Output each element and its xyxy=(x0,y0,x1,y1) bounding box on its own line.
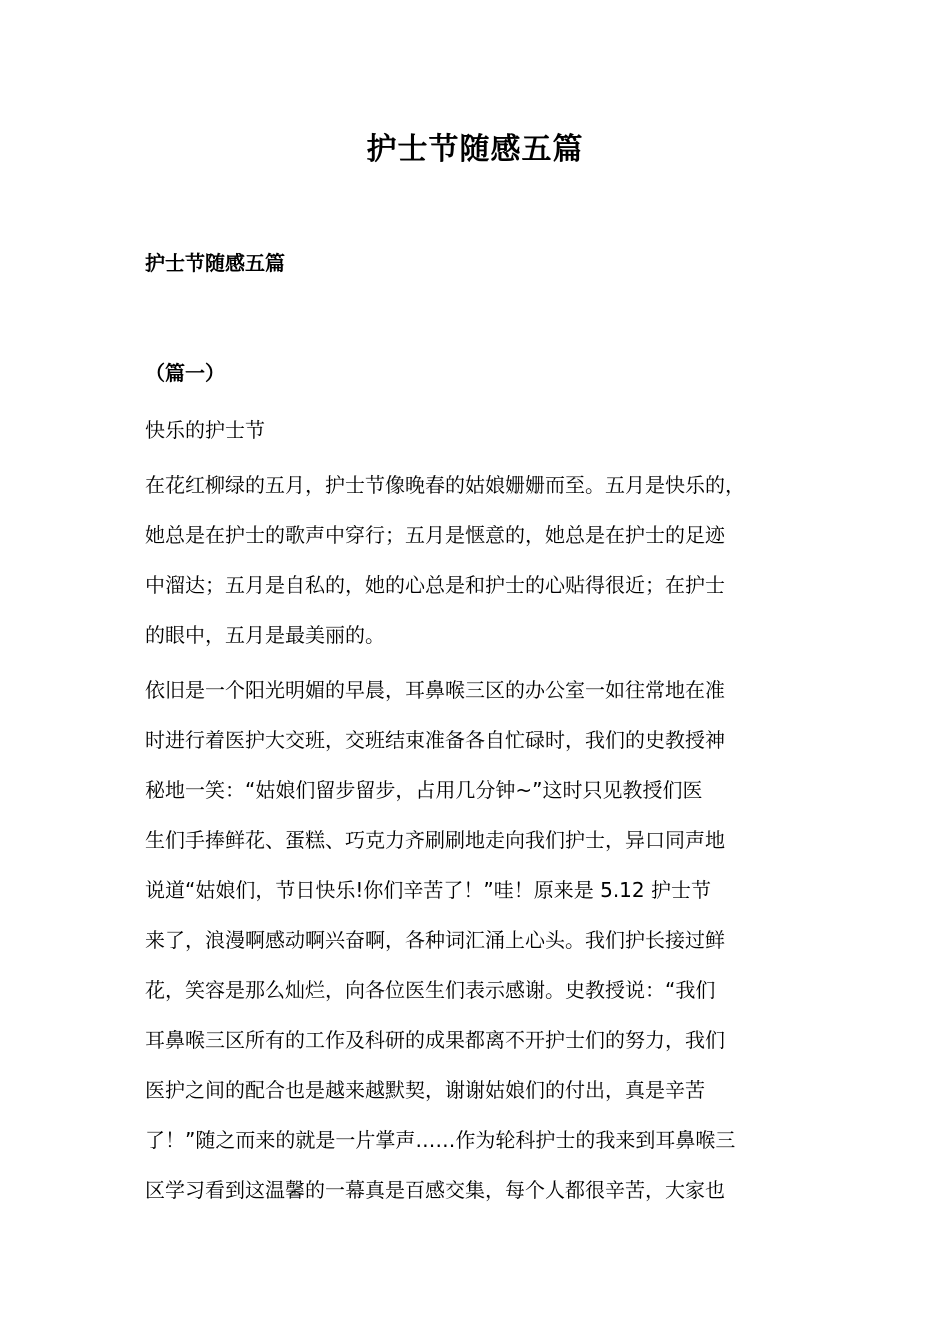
paragraph-line: 依旧是一个阳光明媚的早晨，耳鼻喉三区的办公室一如往常地在准 xyxy=(145,678,725,702)
paragraph-line: 区学习看到这温馨的一幕真是百感交集，每个人都很辛苦，大家也 xyxy=(145,1178,725,1202)
section-label: （篇一） xyxy=(145,361,225,385)
document-title: 护士节随感五篇 xyxy=(366,132,584,167)
paragraph-line: 她总是在护士的歌声中穿行；五月是惬意的，她总是在护士的足迹 xyxy=(145,523,725,547)
paragraph-line: 在花红柳绿的五月，护士节像晚春的姑娘姗姗而至。五月是快乐的， xyxy=(145,473,745,497)
paragraph-line: 生们手捧鲜花、蛋糕、巧克力齐刷刷地走向我们护士，异口同声地 xyxy=(145,828,725,852)
paragraph-line: 中溜达；五月是自私的，她的心总是和护士的心贴得很近；在护士 xyxy=(145,573,725,597)
paragraph-line: 花，笑容是那么灿烂，向各位医生们表示感谢。史教授说：“我们 xyxy=(145,978,716,1002)
paragraph-line: 时进行着医护大交班，交班结束准备各自忙碌时，我们的史教授神 xyxy=(145,728,725,752)
paragraph-line: 秘地一笑：“姑娘们留步留步，占用几分钟~”这时只见教授们医 xyxy=(145,778,703,802)
paragraph-1 xyxy=(145,460,810,660)
paragraph-2 xyxy=(145,665,810,1215)
paragraph-line: 耳鼻喉三区所有的工作及科研的成果都离不开护士们的努力，我们 xyxy=(145,1028,725,1052)
article-title: 快乐的护士节 xyxy=(145,418,265,442)
paragraph-line: 了！”随之而来的就是一片掌声……作为轮科护士的我来到耳鼻喉三 xyxy=(145,1128,736,1152)
paragraph-line: 医护之间的配合也是越来越默契，谢谢姑娘们的付出，真是辛苦 xyxy=(145,1078,705,1102)
document-subtitle: 护士节随感五篇 xyxy=(145,251,285,275)
paragraph-line: 的眼中，五月是最美丽的。 xyxy=(145,623,385,647)
paragraph-line: 说道“姑娘们，节日快乐!你们辛苦了！”哇！原来是 5.12 护士节 xyxy=(145,878,711,902)
paragraph-line: 来了，浪漫啊感动啊兴奋啊，各种词汇涌上心头。我们护长接过鲜 xyxy=(145,928,725,952)
